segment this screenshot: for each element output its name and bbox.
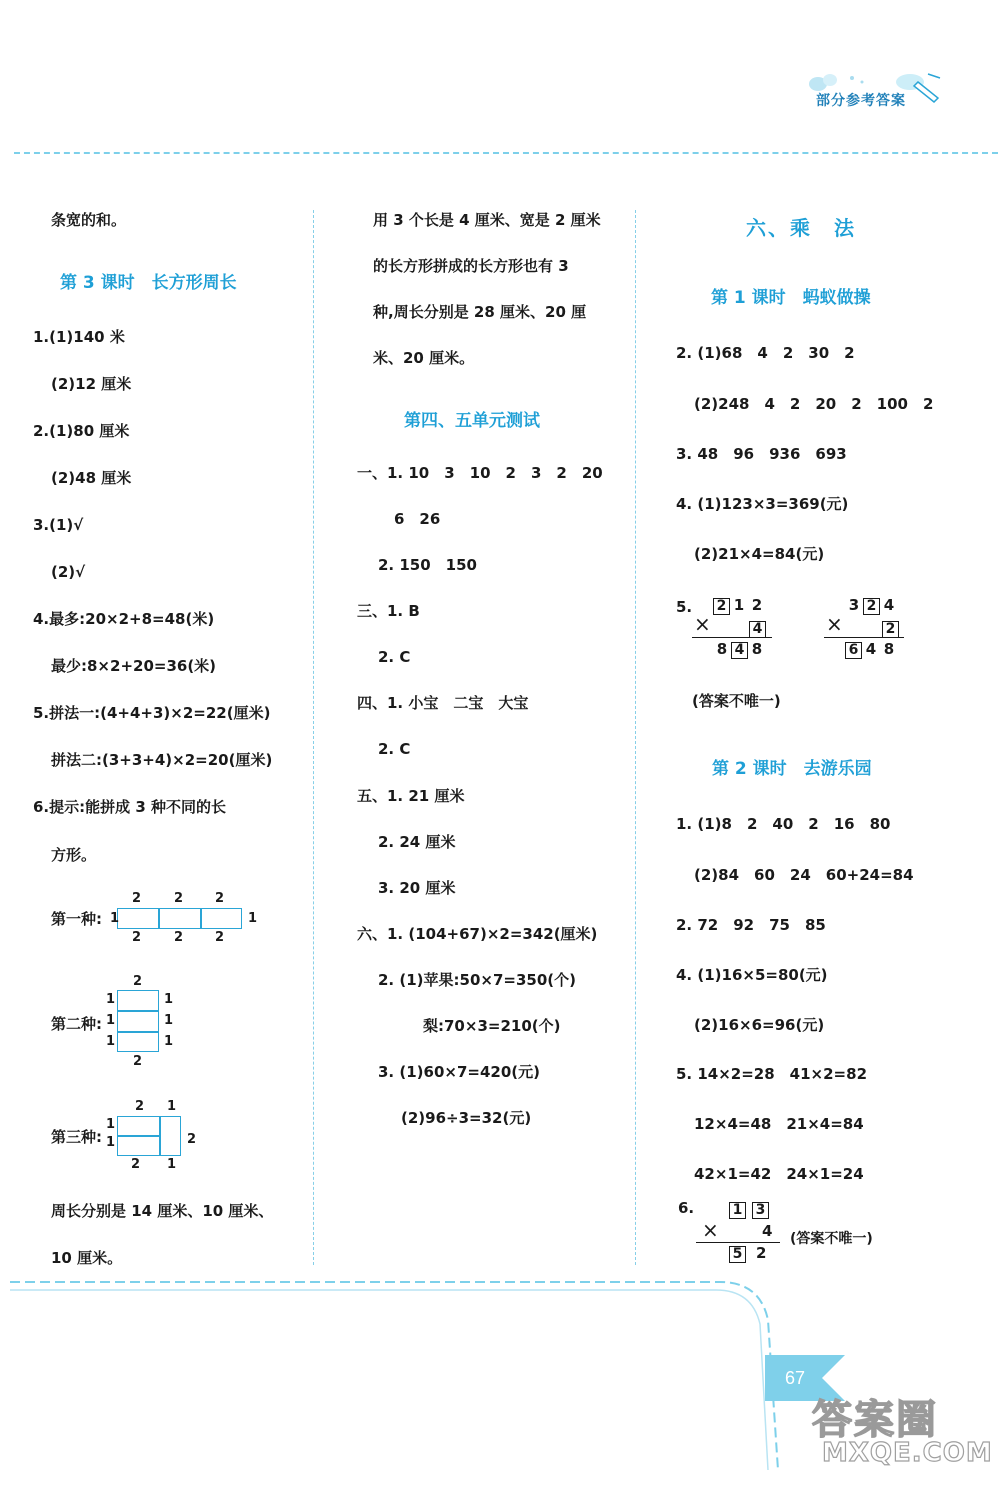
- col2-answer-11: 六、1. (104+67)×2=342(厘米): [357, 925, 598, 943]
- puzzle-a-top: 2 1 2: [713, 596, 766, 615]
- col3-line-9: 4. (1)16×5=80(元): [676, 966, 828, 984]
- col2-answer-6: 四、1. 小宝 二宝 大宝: [357, 694, 529, 712]
- col3-line-8: 2. 72 92 75 85: [676, 916, 826, 934]
- col3-line-1: 2. (1)68 4 2 30 2: [676, 344, 855, 362]
- puzzle-b-top: 3 2 4: [848, 596, 895, 614]
- col2-answer-8: 五、1. 21 厘米: [357, 787, 465, 805]
- diagram-2-label: 第二种:: [51, 1015, 102, 1033]
- col2-answer-15: (2)96÷3=32(元): [401, 1109, 532, 1127]
- col3-line-11: 5. 14×2=28 41×2=82: [676, 1065, 868, 1083]
- column-divider-2: [635, 210, 636, 1265]
- col2-para-3: 种,周长分别是 28 厘米、20 厘: [373, 303, 587, 321]
- col2-answer-3: 2. 150 150: [378, 556, 477, 574]
- col2-answer-14: 3. (1)60×7=420(元): [378, 1063, 540, 1081]
- col2-answer-5: 2. C: [378, 648, 411, 666]
- column-divider-1: [313, 210, 314, 1265]
- diagram-1-rect: [117, 908, 242, 929]
- diagram-1-label: 第一种:: [51, 910, 102, 928]
- col2-answer-13: 梨:70×3=210(个): [423, 1017, 561, 1035]
- watermark-logo: 答案圈 MXQE.COM: [812, 1397, 993, 1468]
- col1-line-1: 1.(1)140 米: [33, 328, 125, 346]
- top-divider: [14, 152, 998, 154]
- puzzle-a-result: 8 4 8: [716, 640, 763, 658]
- puzzle-b-result: 6 4 8: [845, 640, 898, 659]
- col2-answer-2: 6 26: [394, 510, 441, 528]
- times-sign-icon: ×: [694, 612, 711, 636]
- diagram-3-label: 第三种:: [51, 1128, 102, 1146]
- col1-line-14: 10 厘米。: [51, 1249, 123, 1267]
- col2-heading: 第四、五单元测试: [404, 411, 540, 431]
- diagram-2-rect: [117, 990, 159, 1052]
- col1-line-4: (2)48 厘米: [51, 469, 132, 487]
- col1-line-8: 最少:8×2+20=36(米): [51, 657, 217, 675]
- col3-heading-2: 第 2 课时 去游乐园: [712, 759, 872, 779]
- col3-line-2: (2)248 4 2 20 2 100 2: [694, 395, 934, 413]
- col3-line-3: 3. 48 96 936 693: [676, 445, 847, 463]
- col2-para-1: 用 3 个长是 4 厘米、宽是 2 厘米: [373, 211, 601, 229]
- col2-answer-9: 2. 24 厘米: [378, 833, 456, 851]
- col3-line-4: 4. (1)123×3=369(元): [676, 495, 849, 513]
- col1-line-5: 3.(1)√: [33, 516, 84, 534]
- col1-line-6: (2)√: [51, 563, 86, 581]
- times-sign-icon: ×: [826, 612, 843, 636]
- col1-line-11: 6.提示:能拼成 3 种不同的长: [33, 798, 227, 816]
- col3-line-10: (2)16×6=96(元): [694, 1016, 825, 1034]
- col2-answer-12: 2. (1)苹果:50×7=350(个): [378, 971, 576, 989]
- header-badge-text: 部分参考答案: [816, 93, 906, 109]
- col1-line-2: (2)12 厘米: [51, 375, 132, 393]
- col3-line-12: 12×4=48 21×4=84: [694, 1115, 864, 1133]
- col2-answer-1: 一、1. 10 3 10 2 3 2 20: [357, 464, 603, 482]
- col1-line-3: 2.(1)80 厘米: [33, 422, 130, 440]
- col2-answer-10: 3. 20 厘米: [378, 879, 456, 897]
- col3-note-2: (答案不唯一): [790, 1231, 873, 1247]
- col2-para-2: 的长方形拼成的长方形也有 3: [373, 257, 569, 275]
- page-number: 67: [785, 1368, 806, 1388]
- times-sign-icon: ×: [702, 1218, 719, 1242]
- col2-answer-4: 三、1. B: [357, 602, 420, 620]
- col1-line-13: 周长分别是 14 厘米、10 厘米、: [51, 1202, 274, 1220]
- col3-heading-1: 第 1 课时 蚂蚁做操: [711, 288, 871, 308]
- col1-line-10: 拼法二:(3+3+4)×2=20(厘米): [51, 751, 273, 769]
- col2-answer-7: 2. C: [378, 740, 411, 758]
- col1-line-0: 条宽的和。: [51, 211, 127, 229]
- col2-para-4: 米、20 厘米。: [373, 349, 475, 367]
- col3-line-13: 42×1=42 24×1=24: [694, 1165, 864, 1183]
- col1-line-12: 方形。: [51, 846, 97, 864]
- header-badge: [800, 70, 950, 118]
- col1-line-7: 4.最多:20×2+8=48(米): [33, 610, 215, 628]
- col3-line-5: (2)21×4=84(元): [694, 545, 825, 563]
- chapter-title: 六、乘 法: [746, 216, 856, 240]
- col3-line-7: (2)84 60 24 60+24=84: [694, 866, 914, 884]
- col3-line-6: 1. (1)8 2 40 2 16 80: [676, 815, 891, 833]
- col1-line-9: 5.拼法一:(4+4+3)×2=22(厘米): [33, 704, 271, 722]
- col1-heading: 第 3 课时 长方形周长: [60, 273, 237, 293]
- col3-note-1: (答案不唯一): [692, 692, 781, 710]
